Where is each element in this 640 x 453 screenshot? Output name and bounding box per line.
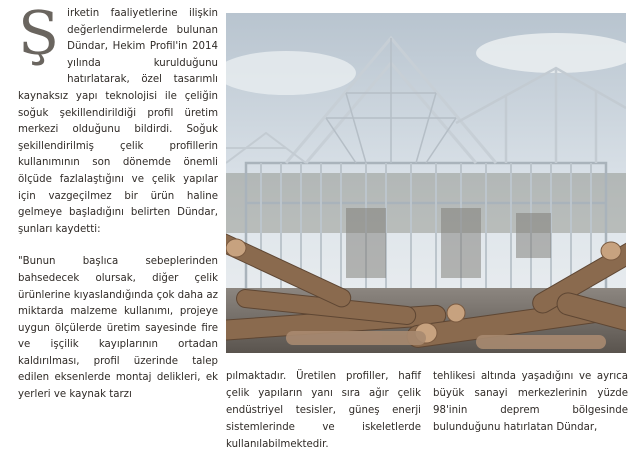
quote-paragraph: "Bunun başlıca sebeplerinden bahsedecek olursak, diğer çelik ürünlerine kıyaslandığında çok daha az miktarda malzeme kullanımı, projeye uygun ölçülerde üretim sayesinde fire ve işçilik kayıplarının ortadan kaldırılması, profil üzerinde talep edilen eksenlerde montaj delikleri, ek yerleri ve kaynak tarzı: [18, 256, 218, 401]
intro-paragraph: irketin faaliyetlerine ilişkin değerlendirmelerde bulunan Dündar, Hekim Profil'in 2014 yılında kurulduğunu hatırlatarak, özel tasarımlı kaynaksız yapı teknolojisi ile çeliğin soğuk şekillendirildiği profil üretim merkezi olduğunu bildirdi. Soğuk şekillendirilmiş çelik profillerin kullanımının son dönemde önemli ölçüde fazlalaştığını ve çelik yapılar için vazgeçilmez bir ürün haline gelmeye başladığını belirten Dündar, şunları kaydetti:: [18, 8, 218, 235]
right-paragraph: tehlikesi altında yaşadığını ve ayrıca büyük sanayi merkezlerinin yüzde 98'inin deprem bölgesinde bulunduğunu hatırlatan Dündar,: [433, 371, 628, 433]
middle-paragraph: pılmaktadır. Üretilen profiller, hafif çelik yapıların yanı sıra ağır çelik endüstriyel tesisler, güneş enerji sistemlerinde ve iskeletlerde kullanılabilmektedir.: [226, 371, 421, 450]
middle-text-column: [226, 368, 421, 453]
drop-cap: Ş: [18, 0, 60, 69]
left-text-column: [18, 0, 218, 404]
steel-frame-illustration: [226, 13, 626, 353]
steel-frame-photo: [226, 13, 626, 353]
